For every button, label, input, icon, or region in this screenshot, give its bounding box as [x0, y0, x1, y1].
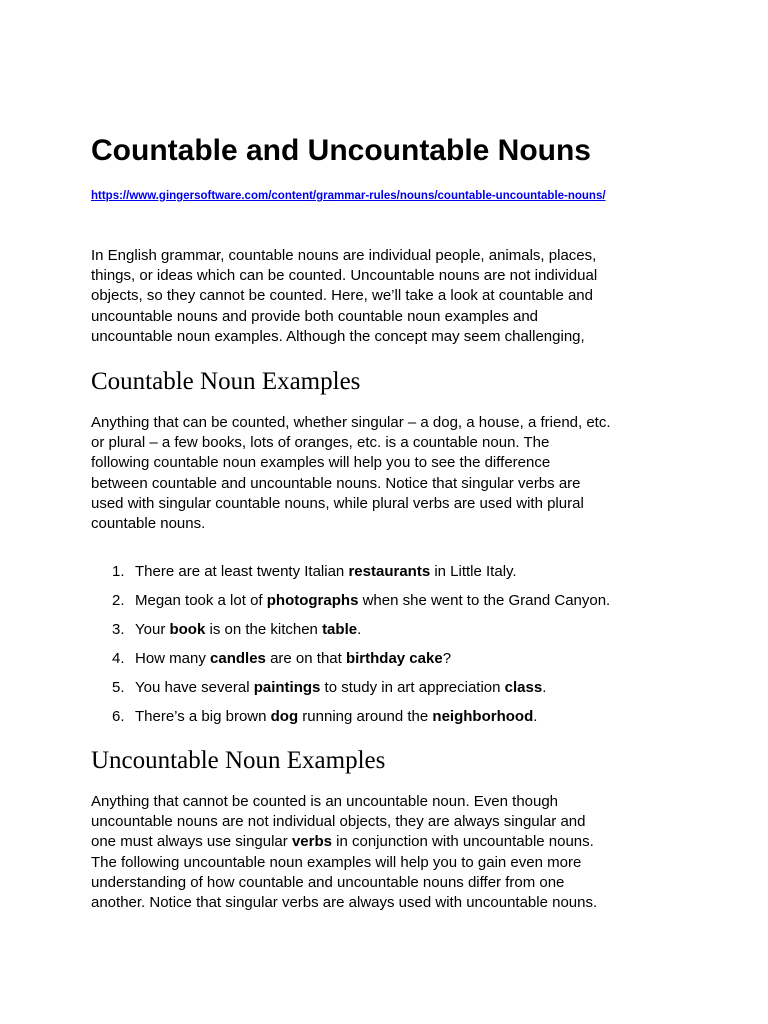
example-item	[91, 590, 610, 619]
highlighted-noun: dog	[270, 708, 299, 725]
example-number: 4.	[112, 650, 125, 667]
example-item	[91, 561, 610, 590]
example-item	[91, 648, 610, 677]
text-line	[91, 832, 691, 852]
example-text: are on that	[265, 650, 346, 667]
highlighted-noun: birthday cake	[345, 650, 443, 667]
text-line	[91, 873, 691, 893]
uncountable-paragraph	[91, 792, 691, 913]
text-line: uncountable nouns and provide both countable noun examples and	[91, 307, 539, 325]
text-line	[91, 792, 691, 812]
example-number: 2.	[112, 592, 125, 609]
highlighted-noun: restaurants	[348, 563, 431, 580]
line-text: The following uncountable noun examples will help you to gain even more	[91, 853, 582, 871]
example-text: You have several	[135, 679, 254, 696]
text-line: following countable noun examples will help you to see the difference	[91, 454, 551, 472]
text-line	[91, 893, 691, 913]
highlighted-word: verbs	[291, 833, 332, 851]
document-title: Countable and Uncountable Nouns	[91, 134, 591, 167]
example-text: .	[533, 708, 538, 725]
example-text: .	[357, 621, 362, 638]
highlighted-noun: book	[169, 621, 206, 638]
example-item	[91, 677, 610, 706]
example-item	[91, 706, 610, 735]
example-text: to study in art appreciation	[320, 679, 505, 696]
text-line: things, or ideas which can be counted. Uncountable nouns are not individual	[91, 267, 598, 285]
line-text: in conjunction with uncountable nouns.	[331, 833, 594, 851]
line-text: understanding of how countable and uncountable nouns differ from one	[91, 873, 565, 891]
line-text: Anything that cannot be counted is an uncountable noun. Even though	[91, 793, 559, 810]
example-text: Your	[135, 621, 170, 638]
highlighted-noun: class	[504, 679, 543, 696]
example-number: 3.	[112, 621, 125, 638]
intro-paragraph	[91, 246, 691, 347]
example-text: There are at least twenty Italian	[135, 563, 349, 580]
text-line	[91, 853, 691, 873]
source-link[interactable]: https://www.gingersoftware.com/content/grammar-rules/nouns/countable-uncountable-nouns/	[91, 190, 606, 202]
example-number: 6.	[112, 708, 125, 725]
highlighted-noun: candles	[210, 650, 266, 667]
uncountable-heading: Uncountable Noun Examples	[91, 747, 386, 774]
text-line: used with singular countable nouns, while plural verbs are used with plural	[91, 494, 584, 512]
text-line: Anything that can be counted, whether singular – a dog, a house, a friend, etc.	[91, 414, 611, 431]
example-number: 5.	[112, 679, 125, 696]
example-item	[91, 619, 610, 648]
example-text: ?	[442, 650, 452, 667]
highlighted-noun: table	[322, 621, 358, 638]
text-line: In English grammar, countable nouns are individual people, animals, places,	[91, 247, 597, 264]
example-text: in Little Italy.	[430, 563, 517, 580]
line-text: one must always use singular	[91, 833, 292, 851]
highlighted-noun: photographs	[266, 592, 359, 609]
example-text: is on the kitchen	[205, 621, 323, 638]
highlighted-noun: neighborhood	[432, 708, 534, 725]
countable-paragraph	[91, 413, 691, 534]
highlighted-noun: paintings	[253, 679, 321, 696]
text-line: objects, so they cannot be counted. Here, we’ll take a look at countable and	[91, 287, 593, 305]
text-line: or plural – a few books, lots of oranges, etc. is a countable noun. The	[91, 434, 550, 452]
text-line: between countable and uncountable nouns. Notice that singular verbs are	[91, 474, 581, 492]
example-text: How many	[135, 650, 211, 667]
example-text: running around the	[298, 708, 433, 725]
text-line	[91, 812, 691, 832]
countable-heading: Countable Noun Examples	[91, 368, 361, 395]
example-text: .	[542, 679, 547, 696]
example-text: There’s a big brown	[135, 708, 271, 725]
text-line: countable nouns.	[91, 515, 206, 533]
countable-examples-list	[91, 561, 610, 735]
text-line: uncountable noun examples. Although the concept may seem challenging,	[91, 327, 585, 345]
example-text: Megan took a lot of	[135, 592, 267, 609]
line-text: another. Notice that singular verbs are always used with uncountable nouns.	[91, 894, 598, 912]
line-text: uncountable nouns are not individual objects, they are always singular and	[91, 813, 586, 831]
example-text: when she went to the Grand Canyon.	[358, 592, 611, 609]
example-number: 1.	[112, 563, 125, 580]
